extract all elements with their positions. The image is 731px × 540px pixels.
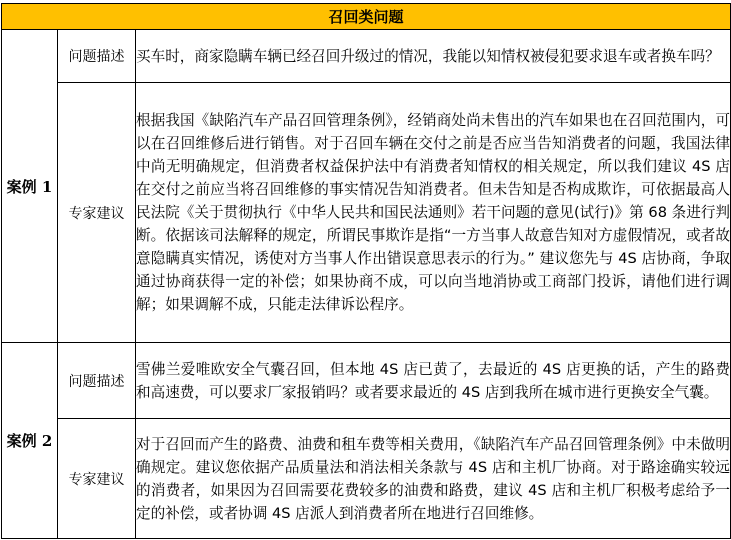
case-2-advice-text: 对于召回而产生的路费、油费和租车费等相关费用，《缺陷汽车产品召回管理条例》中未做明确规定。建议您依据产品质量法和消法相关条款与 4S 店和主机厂协商。对于路途确实较远的消费者，如果因为召回需要花费较多的油费和路费，建议 4S 店和主机厂积极考虑给予一定的补偿，或者协调 4S 店派人到消费者所在地进行召回维修。 <box>136 435 731 522</box>
case-2-advice-label: 专家建议 <box>58 419 136 539</box>
case-2-problem-text: 雪佛兰爱唯欧安全气囊召回，但本地 4S 店已黄了，去最近的 4S 店更换的话，产生的路费和高速费，可以要求厂家报销吗？或者要求最近的 4S 店到我所在城市进行更换安全气囊。 <box>136 360 731 401</box>
case-2-advice-row <box>2 419 731 539</box>
case-1-advice-row <box>2 83 731 343</box>
case-1-advice-label: 专家建议 <box>58 83 136 343</box>
case-1-label: 案例 1 <box>2 30 58 343</box>
case-2-problem-label: 问题描述 <box>58 343 136 419</box>
table-title: 召回类问题 <box>2 4 731 30</box>
recall-issues-table <box>1 3 731 539</box>
case-2-label: 案例 2 <box>2 343 58 539</box>
case-2-problem-row <box>2 343 731 419</box>
case-2-problem-cell <box>136 343 731 419</box>
case-1-advice-cell <box>136 83 731 343</box>
case-2-advice-cell <box>136 419 731 539</box>
case-1-problem-label: 问题描述 <box>58 30 136 83</box>
title-row <box>2 4 731 30</box>
case-1-problem-text: 买车时，商家隐瞒车辆已经召回升级过的情况，我能以知情权被侵犯要求退车或者换车吗？ <box>136 47 720 65</box>
case-1-problem-row <box>2 30 731 83</box>
case-1-advice-text: 根据我国《缺陷汽车产品召回管理条例》，经销商处尚未售出的汽车如果也在召回范围内，可以在召回维修后进行销售。对于召回车辆在交付之前是否应当告知消费者的问题，我国法律中尚无明确规定，但消费者权益保护法中有消费者知情权的相关规定，所以我们建议 4S 店在交付之前应当将召回维修的事实情况告知消费者。但未告知是否构成欺诈，可依据最高人民法院《关于贯彻执行《中华人民共和国民法通则》若干问题的意见(试行)》第 68 条进行判断。依据该司法解释的规定，所谓民事欺诈是指“一方当事人故意告知对方虚假情况，或者故意隐瞒真实情况，诱使对方当事人作出错误意思表示的行为。” 建议您先与 4S 店协商，争取通过协商获得一定的补偿；如果协商不成，可以向当地消协或工商部门投诉，请他们进行调解；如果调解不成，只能走法律诉讼程序。 <box>136 112 731 313</box>
case-1-problem-cell <box>136 30 731 83</box>
